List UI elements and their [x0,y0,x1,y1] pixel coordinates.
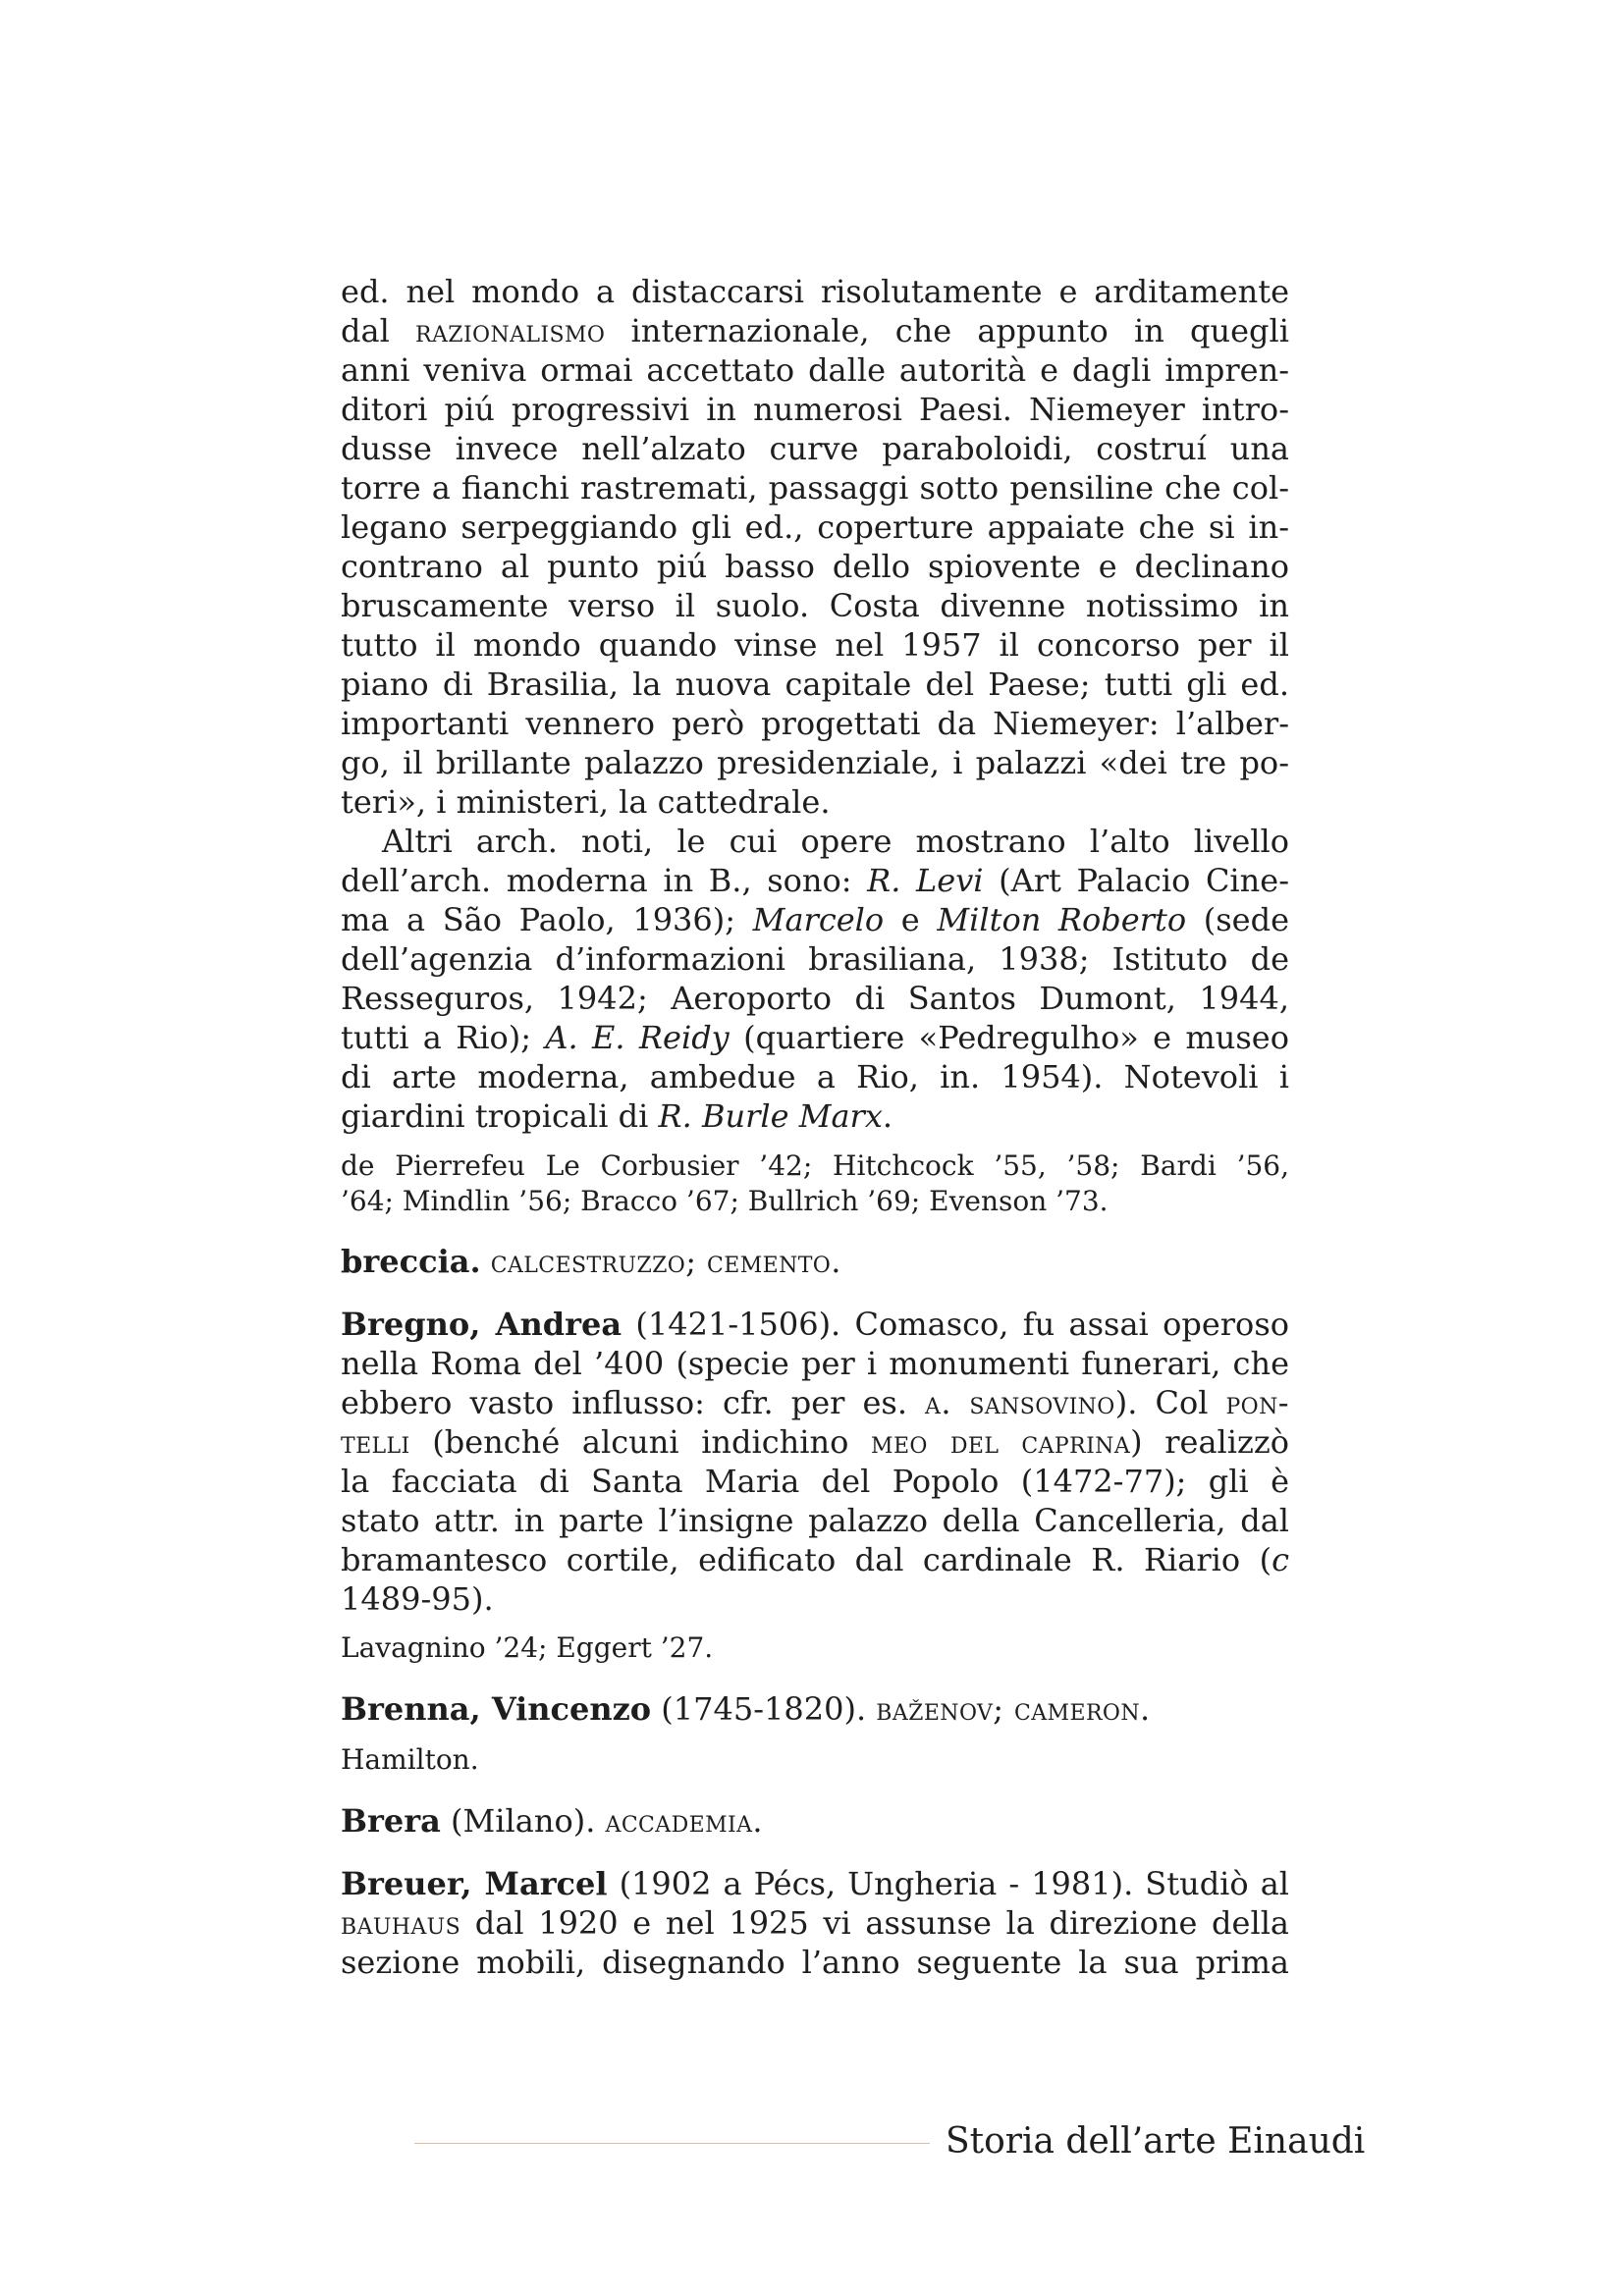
cross-reference: a. sansovino [925,1384,1115,1421]
architect-name: R. Burle Marx [658,1097,883,1135]
text-line: dell’agenzia d’informazioni brasiliana, 1938; Istituto de [341,940,1289,978]
cross-reference: accademia. [605,1802,763,1840]
text-line: stato attr. in parte l’insigne palazzo della Cancelleria, dal [341,1502,1289,1539]
cross-reference: baženov; cameron. [876,1690,1151,1728]
text-line: di arte moderna, ambedue a Rio, in. 1954). Notevoli i [341,1058,1289,1095]
text-line: tutti a Rio); A. E. Reidy (quartiere «Pedregulho» e museo [341,1019,1290,1056]
footer-title: Storia dell’arte Einaudi [946,2121,1366,2162]
bibliography-line: de Pierrefeu Le Corbusier ’42; Hitchcock ’55, ’58; Bardi ’56, [341,1149,1289,1182]
bibliography-line: Lavagnino ’24; Eggert ’27. [341,1631,714,1664]
text-line: 1489-95). [341,1580,494,1618]
text-line: Breuer, Marcel (1902 a Pécs, Ungheria - 1981). Studiò al [341,1865,1290,1902]
text-line: legano serpeggiando gli ed., coperture appaiate che si in- [341,508,1289,546]
architect-name: Milton Roberto [937,901,1187,938]
text-line: bramantesco cortile, edificato dal cardinale R. Riario (c [341,1541,1289,1578]
cross-reference: calcestruzzo; cemento. [490,1243,841,1280]
text-line: bauhaus dal 1920 e nel 1925 vi assunse la direzione della [341,1904,1289,1942]
text-line: ebbero vasto influsso: cfr. per es. a. sansovino). Col pon- [341,1384,1289,1421]
cross-reference: razionalismo [415,312,606,349]
entry-headword: Bregno, Andrea [341,1306,622,1343]
text-line: dal razionalismo internazionale, che appunto in quegli [341,312,1290,349]
text-line: piano di Brasilia, la nuova capitale del Paese; tutti gli ed. [341,666,1289,703]
text-line: tutto il mondo quando vinse nel 1957 il concorso per il [341,626,1289,664]
entry-headword: breccia. [341,1243,481,1280]
text-line: ditori piú progressivi in numerosi Paesi. Niemeyer intro- [341,391,1289,428]
entry-headword: Brenna, Vincenzo [341,1690,652,1728]
text-line: anni veniva ormai accettato dalle autorità e dagli impren- [341,351,1289,389]
text-line: ed. nel mondo a distaccarsi risolutamente e arditamente [341,273,1289,310]
text-line: ma a São Paolo, 1936); Marcelo e Milton Roberto (sede [341,901,1290,938]
text-line: Brenna, Vincenzo (1745-1820). baženov; cameron. [341,1690,1151,1728]
architect-name: Marcelo [752,901,885,938]
text-line: giardini tropicali di R. Burle Marx. [341,1097,893,1135]
text-line: telli (benché alcuni indichino meo del caprina) realizzò [341,1423,1289,1461]
footer-rule [414,2143,930,2144]
entry-breccia [341,1242,1289,1281]
text-line: Altri arch. noti, le cui opere mostrano l’alto livello [382,823,1289,860]
entry-headword: Brera [341,1802,441,1840]
architect-name: A. E. Reidy [545,1019,730,1056]
entry-headword: Breuer, Marcel [341,1865,608,1902]
cross-reference: pon- [1225,1384,1289,1421]
text-line: la facciata di Santa Maria del Popolo (1472-77); gli è [341,1463,1289,1500]
text-line: dusse invece nell’alzato curve paraboloidi, costruí una [341,430,1289,467]
entry-brera: Brera (Milano). accademia. [341,1802,763,1840]
architect-name: R. Levi [867,862,984,899]
bibliography-line: Hamilton. [341,1743,479,1776]
text-line: Bregno, Andrea (1421-1506). Comasco, fu assai operoso [341,1306,1290,1343]
text-line: nella Roma del ’400 (specie per i monumenti funerari, che [341,1345,1289,1382]
cross-reference: telli [341,1423,410,1461]
cross-reference: bauhaus [341,1904,461,1942]
text-line: dell’arch. moderna in B., sono: R. Levi (Art Palacio Cine- [341,862,1290,899]
text-line: importanti vennero però progettati da Niemeyer: l’alber- [341,705,1289,742]
circa-abbreviation: c [1271,1541,1289,1578]
text-line: contrano al punto piú basso dello spiovente e declinano [341,548,1289,585]
text-line: teri», i ministeri, la cattedrale. [341,783,831,821]
cross-reference: meo del caprina [871,1423,1131,1461]
text-line: bruscamente verso il suolo. Costa divenne notissimo in [341,587,1289,624]
text-line: sezione mobili, disegnando l’anno seguente la sua prima [341,1944,1289,1981]
text-line: Resseguros, 1942; Aeroporto di Santos Dumont, 1944, [341,980,1289,1017]
bibliography-line: ’64; Mindlin ’56; Bracco ’67; Bullrich ’69; Evenson ’73. [341,1185,1109,1217]
text-line: torre a fianchi rastremati, passaggi sotto pensiline che col- [341,469,1289,507]
text-line: go, il brillante palazzo presidenziale, i palazzi «dei tre po- [341,744,1289,781]
